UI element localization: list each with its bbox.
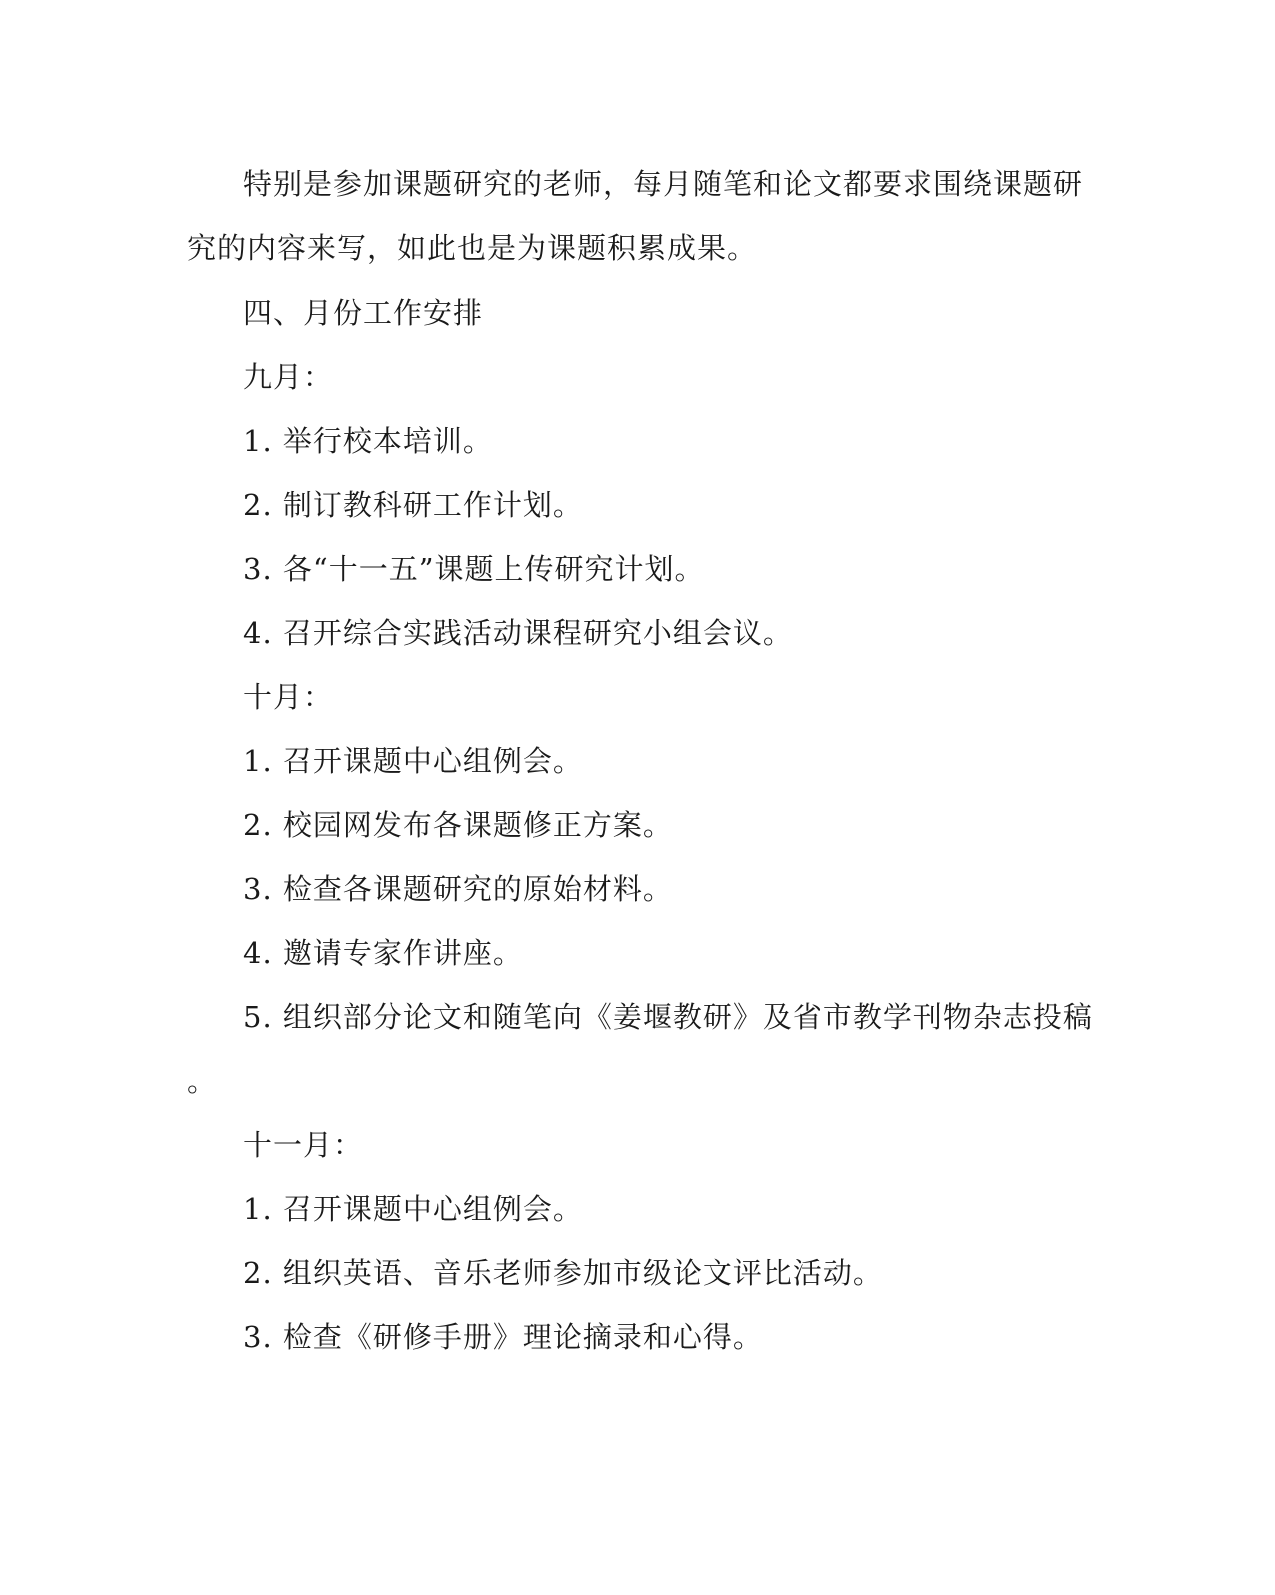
list-item: 4. 邀请专家作讲座。	[243, 936, 523, 970]
month-heading-september: 九月：	[243, 360, 334, 394]
list-item: 5. 组织部分论文和随笔向《姜堰教研》及省市教学刊物杂志投稿	[243, 1000, 1093, 1034]
list-item: 2. 制订教科研工作计划。	[243, 488, 583, 522]
month-heading-october: 十月：	[243, 680, 334, 714]
list-item: 3. 检查各课题研究的原始材料。	[243, 872, 673, 906]
section-heading: 四、月份工作安排	[243, 296, 484, 330]
month-heading-november: 十一月：	[243, 1128, 364, 1162]
paragraph-line: 究的内容来写，如此也是为课题积累成果。	[187, 231, 758, 265]
paragraph-line: 特别是参加课题研究的老师，每月随笔和论文都要求围绕课题研	[243, 167, 1084, 201]
list-item: 1. 召开课题中心组例会。	[243, 1192, 583, 1226]
list-item-continuation: 。	[187, 1064, 218, 1098]
list-item: 3. 各“十一五”课题上传研究计划。	[243, 552, 705, 586]
list-item: 2. 组织英语、音乐老师参加市级论文评比活动。	[243, 1256, 883, 1290]
list-item: 1. 举行校本培训。	[243, 424, 493, 458]
list-item: 2. 校园网发布各课题修正方案。	[243, 808, 673, 842]
list-item: 4. 召开综合实践活动课程研究小组会议。	[243, 616, 793, 650]
list-item: 3. 检查《研修手册》理论摘录和心得。	[243, 1320, 763, 1354]
list-item: 1. 召开课题中心组例会。	[243, 744, 583, 778]
